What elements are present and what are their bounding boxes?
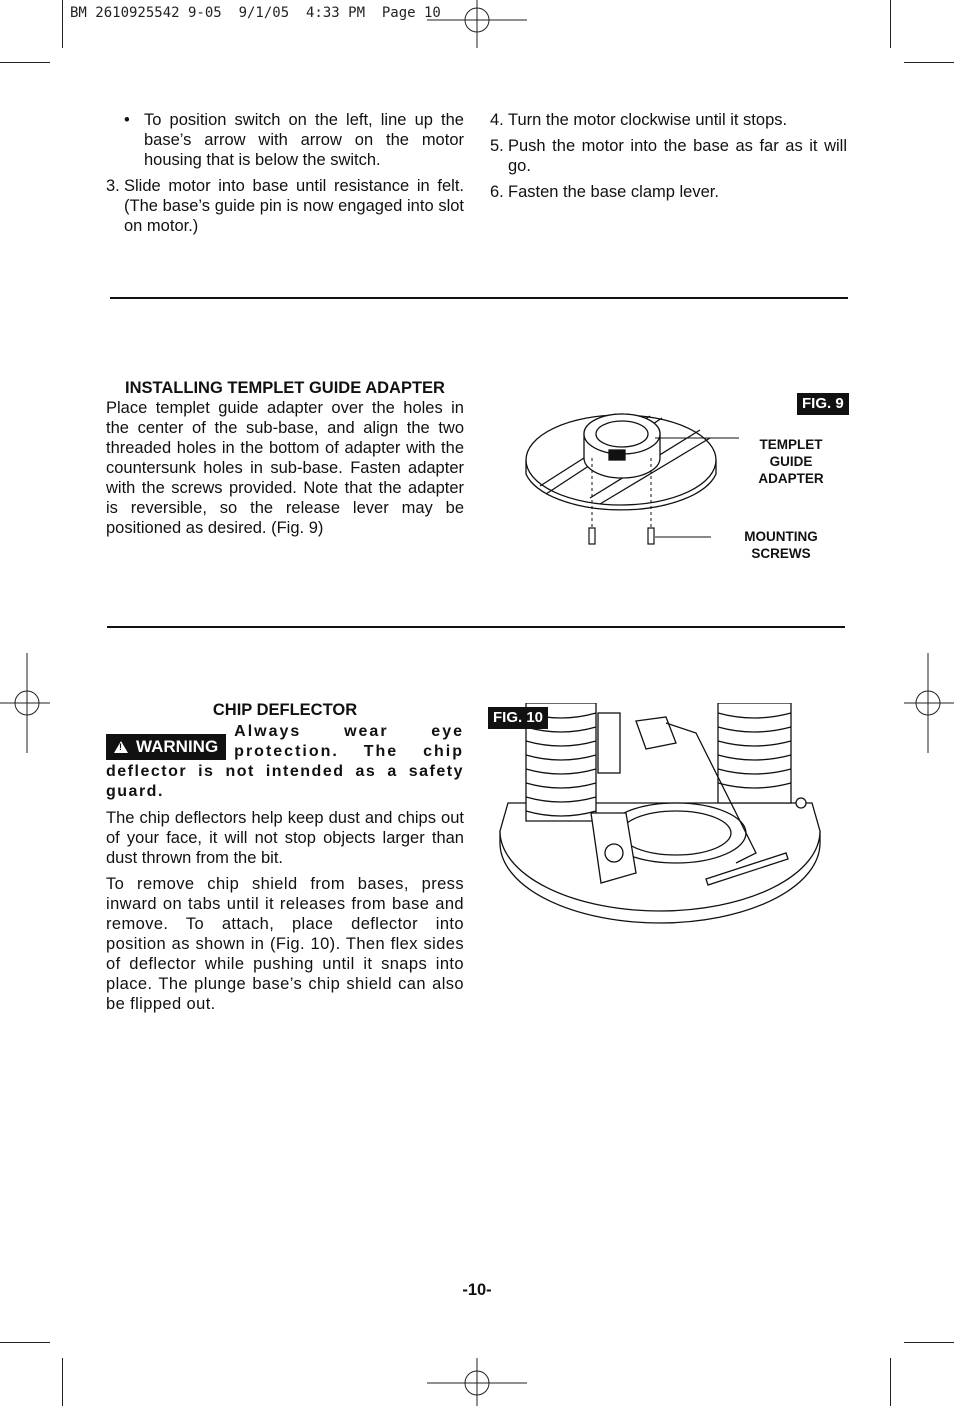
warning-badge: ! WARNING	[106, 734, 226, 760]
fig10-chip-deflector-illustration	[496, 703, 826, 928]
templet-section	[106, 379, 464, 538]
templet-heading: INSTALLING TEMPLET GUIDE ADAPTER	[125, 379, 445, 397]
section-divider	[110, 297, 848, 299]
step-5: 5. Push the motor into the base as far as it will go.	[490, 137, 847, 175]
chip-section	[106, 701, 464, 1014]
section-divider-2	[107, 626, 845, 628]
step-4: 4. Turn the motor clockwise until it stops.	[490, 111, 788, 129]
templet-body: Place templet guide adapter over the holes in the center of the sub-base, and align the two threaded holes in the bottom of adapter with the countersunk holes in sub-base. Fasten adapter with the screws provided. Note that the adapter is reversible, so the release lever may be positioned as desired. (Fig. 9)	[106, 399, 464, 537]
top-left-column	[106, 110, 464, 242]
fig9-tag: FIG. 9	[797, 393, 849, 415]
step-6: 6. Fasten the base clamp lever.	[490, 183, 719, 201]
page-number: -10-	[462, 1281, 492, 1299]
callout-templet-adapter: TEMPLET GUIDE ADAPTER	[758, 437, 824, 486]
warning-inline-text: Always wear eye protection. The chip	[234, 723, 464, 760]
chip-heading: CHIP DEFLECTOR	[212, 701, 358, 719]
step-3: 3. Slide motor into base until resistance in felt. (The base’s guide pin is now engaged into slot on motor.)	[106, 177, 464, 235]
bullet-item: • To position switch on the left, line up the base’s arrow with arrow on the motor housing that is below the switch.	[124, 111, 464, 169]
warning-triangle-icon: !	[114, 741, 128, 753]
chip-para-2: To remove chip shield from bases, press inward on tabs until it releases from base and remove. To attach, place deflector into position as shown in (Fig. 10). Then flex sides of deflector while pushing until it snaps into place. The plunge base’s chip shield can also be flipped out.	[106, 875, 464, 1013]
warning-continued-text: deflector is not intended as a safety guard.	[106, 763, 464, 800]
print-slug: BM 2610925542 9-05 9/1/05 4:33 PM Page 10	[70, 5, 441, 21]
fig10-tag: FIG. 10	[488, 707, 548, 729]
chip-para-1: The chip deflectors help keep dust and chips out of your face, it will not stop objects larger than dust thrown from the bit.	[106, 809, 464, 867]
callout-mounting-screws: MOUNTING SCREWS	[744, 529, 818, 561]
top-right-column	[490, 110, 847, 208]
